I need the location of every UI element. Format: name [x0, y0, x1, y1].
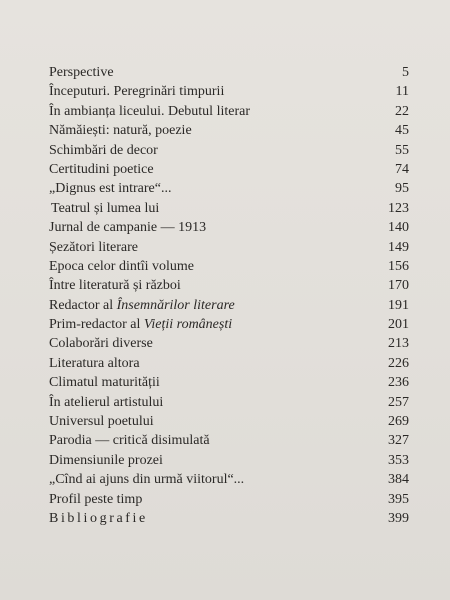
toc-entry-page: 74: [395, 161, 409, 177]
toc-entry-page: 55: [395, 142, 409, 158]
toc-entry: [49, 276, 409, 295]
toc-entry-page: 191: [388, 297, 409, 313]
toc-entry-page: 22: [395, 103, 409, 119]
toc-entry-page: 5: [402, 65, 409, 80]
toc-entry-page: 156: [388, 258, 409, 274]
toc-entry-title: Bibliografie: [49, 510, 148, 526]
toc-entry-title: Climatul maturității: [49, 375, 160, 391]
toc-entry: [49, 218, 409, 237]
toc-entry-title: Jurnal de campanie — 1913: [49, 220, 207, 236]
toc-entry-title: Perspective: [49, 65, 114, 80]
toc-entry: [49, 431, 409, 450]
toc-entry: [49, 160, 409, 179]
toc-entry-page: 45: [395, 123, 409, 139]
toc-entry-title-prefix: Prim-redactor al: [49, 317, 144, 333]
toc-entry-title: Epoca celor dintîi volume: [49, 258, 195, 274]
toc-entry: [49, 238, 409, 257]
toc-entry-title-italic: Însemnărilor literare: [116, 297, 235, 313]
toc-entry: [49, 412, 409, 431]
toc-entry: [49, 199, 409, 218]
toc-entry-title: Nămăiești: natură, poezie: [49, 123, 192, 139]
toc-entry-title: Literatura altora: [49, 355, 140, 371]
toc-entry-page: 201: [388, 317, 409, 333]
toc-entry: [49, 141, 409, 160]
table-of-contents: [49, 63, 409, 528]
toc-entry-page: 149: [388, 239, 409, 255]
toc-entry-title: Dimensiunile prozei: [49, 452, 163, 468]
toc-entry-page: 170: [388, 278, 409, 294]
toc-entry: [49, 470, 409, 489]
toc-entry-title: Universul poetului: [49, 414, 154, 430]
toc-entry-page: 226: [388, 355, 409, 371]
toc-entry-page: 213: [388, 336, 409, 352]
toc-entry-title: [49, 296, 235, 315]
toc-entry-title: Parodia — critică disimulată: [49, 433, 210, 449]
toc-entry-page: 95: [395, 181, 409, 197]
toc-entry: [49, 393, 409, 412]
toc-entry-title: Șezători literare: [49, 239, 139, 255]
toc-entry-title: Începuturi. Peregrinări timpurii: [49, 84, 225, 100]
toc-entry: [49, 334, 409, 353]
toc-entry-title: În ambianța liceului. Debutul literar: [49, 103, 250, 119]
toc-entry-page: 395: [388, 491, 409, 507]
toc-entry-page: 236: [388, 375, 409, 391]
toc-entry: [49, 354, 409, 373]
toc-entry-title-italic: Vieții românești: [143, 317, 233, 333]
toc-entry: [49, 296, 409, 315]
toc-entry-title: În atelierul artistului: [49, 394, 164, 410]
toc-entry-title: Între literatură și război: [49, 278, 181, 294]
toc-entry-title: Teatrul și lumea lui: [51, 200, 160, 216]
toc-entry-page: 327: [388, 433, 409, 449]
toc-entry-title: Certitudini poetice: [49, 161, 154, 177]
toc-entry: [49, 490, 409, 509]
toc-entry-title: Profil peste timp: [49, 491, 143, 507]
toc-entry-page: 140: [388, 220, 409, 236]
toc-entry-title: „Dignus est intrare“...: [49, 181, 172, 197]
toc-entry-page: 11: [395, 84, 409, 100]
toc-entry: [49, 257, 409, 276]
toc-entry-page: 257: [388, 394, 409, 410]
toc-entry: [49, 451, 409, 470]
toc-entry: [49, 373, 409, 392]
toc-entry-title: „Cînd ai ajuns din urmă viitorul“...: [49, 472, 245, 488]
toc-entry: [49, 179, 409, 198]
toc-entry-page: 269: [388, 414, 409, 430]
toc-entry-page: 384: [388, 472, 409, 488]
toc-entry: [49, 315, 409, 334]
toc-entry: [49, 63, 409, 82]
toc-entry-title: Schimbări de decor: [49, 142, 158, 158]
toc-entry-title-prefix: Redactor al: [49, 297, 117, 313]
toc-entry-page: 353: [388, 452, 409, 468]
toc-entry: [49, 82, 409, 101]
toc-entry: [49, 121, 409, 140]
toc-entry-page: 399: [388, 510, 409, 526]
toc-entry-title: Colaborări diverse: [49, 336, 153, 352]
toc-entry-title: [49, 315, 232, 334]
toc-entry: [49, 102, 409, 121]
toc-entry: [49, 509, 409, 528]
toc-entry-page: 123: [388, 200, 409, 216]
